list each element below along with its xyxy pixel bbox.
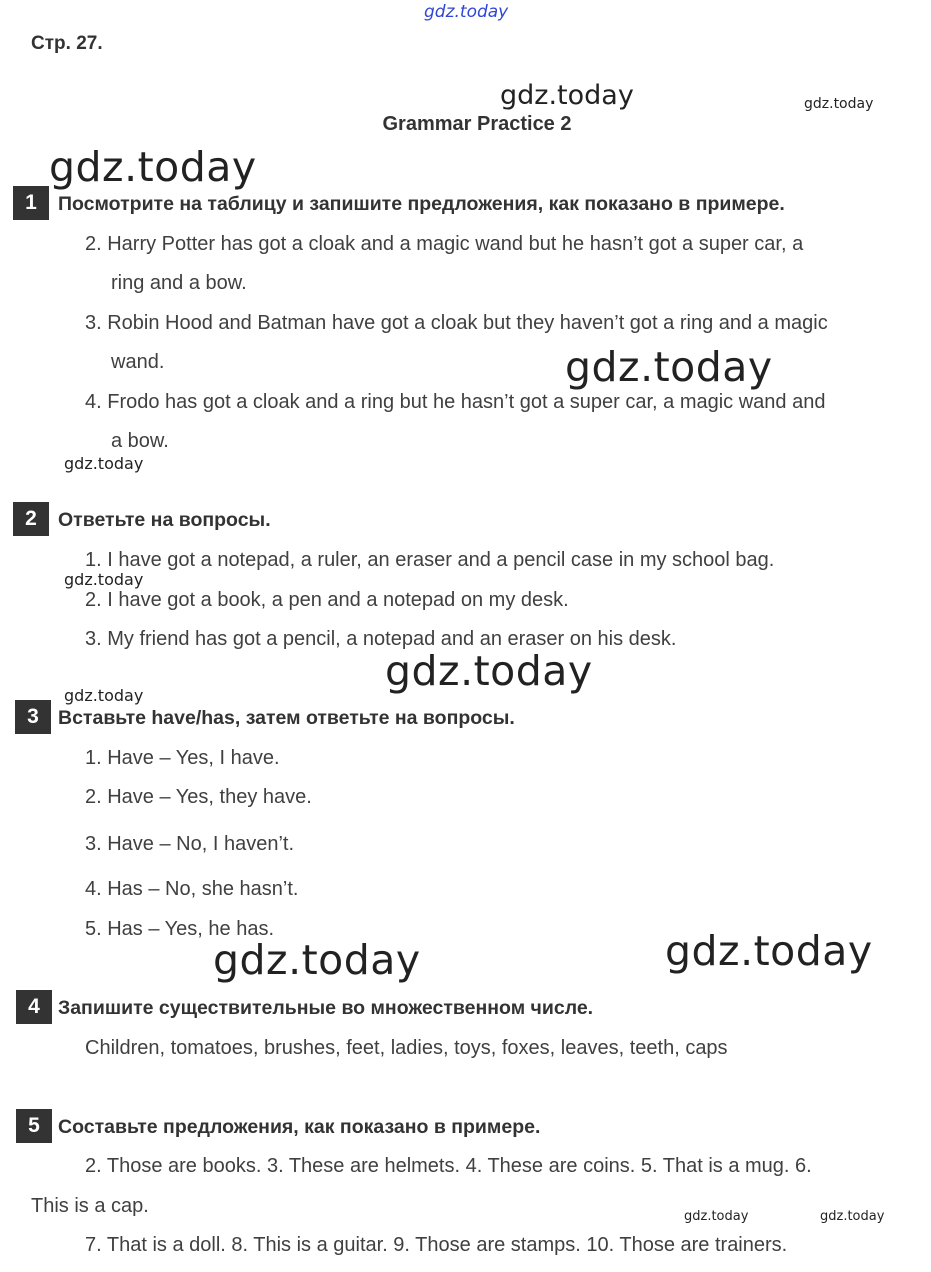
answer-line: 2. Have – Yes, they have. [85, 786, 312, 808]
answer-line: Children, tomatoes, brushes, feet, ladies, toys, foxes, leaves, teeth, caps [85, 1037, 728, 1059]
answer-line: 1. Have – Yes, I have. [85, 747, 280, 769]
watermark: gdz.today [64, 454, 144, 473]
watermark: gdz.today [804, 96, 874, 112]
answer-line: 3. Have – No, I haven’t. [85, 833, 295, 855]
answer-line: a bow. [111, 430, 169, 452]
answer-line: 4. Frodo has got a cloak and a ring but he hasn’t got a super car, a magic wand and [85, 391, 826, 413]
watermark: gdz.today [64, 686, 144, 705]
exercise-heading: Составьте предложения, как показано в примере. [58, 1116, 541, 1138]
exercise-number-badge: 2 [13, 502, 49, 536]
answer-line: wand. [111, 351, 165, 373]
answer-line: ring and a bow. [111, 272, 247, 294]
exercise-number-badge: 5 [16, 1109, 52, 1143]
answer-line: 2. Harry Potter has got a cloak and a magic wand but he hasn’t got a super car, a [85, 233, 804, 255]
page-number: Стр. 27. [31, 33, 103, 54]
watermark: gdz.today [64, 570, 144, 589]
watermark: gdz.today [820, 1209, 885, 1224]
answer-line: 1. I have got a notepad, a ruler, an eraser and a pencil case in my school bag. [85, 549, 775, 571]
exercise-heading: Вставьте have/has, затем ответьте на вопросы. [58, 707, 515, 729]
exercise-number-badge: 1 [13, 186, 49, 220]
exercise-number-badge: 4 [16, 990, 52, 1024]
answer-line: 2. Those are books. 3. These are helmets. 4. These are coins. 5. That is a mug. 6. [85, 1155, 812, 1177]
answer-line: 3. My friend has got a pencil, a notepad and an eraser on his desk. [85, 628, 677, 650]
watermark-top: gdz.today [424, 2, 509, 22]
watermark: gdz.today [49, 143, 257, 191]
exercise-heading: Посмотрите на таблицу и запишите предложения, как показано в примере. [58, 193, 785, 215]
watermark: gdz.today [665, 927, 873, 975]
answer-line: 4. Has – No, she hasn’t. [85, 878, 299, 900]
answer-line: 5. Has – Yes, he has. [85, 918, 275, 940]
watermark: gdz.today [565, 343, 773, 391]
watermark: gdz.today [385, 647, 593, 695]
watermark: gdz.today [213, 936, 421, 984]
exercise-number-badge: 3 [15, 700, 51, 734]
exercise-heading: Запишите существительные во множественном числе. [58, 997, 594, 1019]
page-title: Grammar Practice 2 [382, 113, 572, 135]
answer-line: This is a cap. [31, 1195, 149, 1217]
watermark: gdz.today [500, 80, 634, 111]
watermark: gdz.today [684, 1209, 749, 1224]
answer-line: 7. That is a doll. 8. This is a guitar. 9. Those are stamps. 10. Those are trainers. [85, 1234, 788, 1256]
exercise-heading: Ответьте на вопросы. [58, 509, 271, 531]
answer-line: 2. I have got a book, a pen and a notepad on my desk. [85, 589, 569, 611]
answer-line: 3. Robin Hood and Batman have got a cloak but they haven’t got a ring and a magic [85, 312, 828, 334]
